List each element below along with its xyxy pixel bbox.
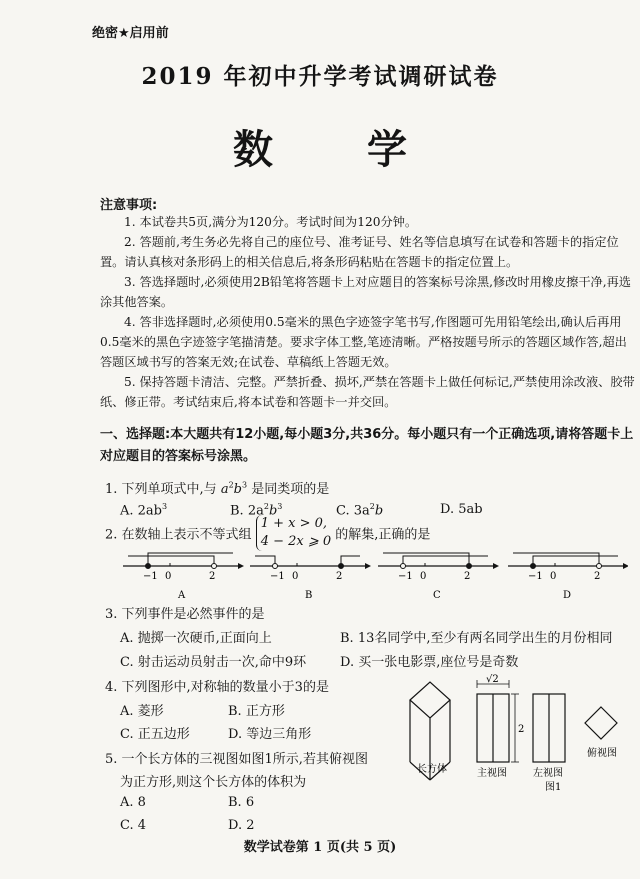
solution-ray (128, 556, 214, 566)
figure-caption: 图1 (545, 782, 562, 792)
question-1-option-d: D. 5ab (440, 502, 483, 517)
question-5-option-b: B. 6 (228, 795, 255, 810)
number-line-arrow (365, 563, 371, 569)
front-view-label: 主视图 (477, 768, 507, 779)
question-4-option-b: B. 正方形 (228, 704, 285, 719)
question-1-option-c: C. $3a^2b$ (336, 502, 384, 519)
question-1-option-b: B. $2a^2b^3$ (230, 502, 283, 519)
question-4-option-d: D. 等边三角形 (228, 727, 312, 742)
section-1-heading: 一、选择题:本大题共有12小题,每小题3分,共36分。每小题只有一个正确选项,请将答题卡上对应题目的答案标号涂黑。 (100, 427, 634, 464)
tick-label: 0 (550, 571, 557, 582)
tick-label: −1 (270, 571, 285, 582)
tick-label: 0 (420, 571, 427, 582)
cuboid-label: 长方体 (417, 764, 447, 775)
three-views-figure (405, 672, 635, 792)
question-2-stem: 2. 在数轴上表示不等式组 1 + x > 0, 4 − 2x ⩾ 0 的解集,正确的是 (105, 516, 431, 549)
tick-label: 2 (464, 571, 471, 582)
confidential-mark: 绝密★启用前 (92, 26, 169, 41)
dimension-width-label: √2 (486, 674, 499, 685)
note-item-1: 1. 本试卷共5页,满分为120分。考试时间为120分钟。 (124, 215, 418, 229)
page-footer: 数学试卷第 1 页(共 5 页) (243, 840, 397, 855)
option-label: C (433, 590, 441, 601)
note-item-3: 3. 答选择题时,必须使用2B铅笔将答题卡上对应题目的答案标号涂黑,修改时用橡皮擦干净,再选涂其他答案。 (100, 275, 631, 309)
endpoint-dot (467, 564, 472, 569)
solution-ray (513, 553, 599, 566)
number-line-options (118, 546, 628, 606)
tick-label: 0 (292, 571, 299, 582)
number-line-arrow (493, 563, 499, 569)
note-item-4: 4. 答非选择题时,必须使用0.5毫米的黑色字迹签字笔书写,作图题可先用铅笔绘出,确认后再用0.5毫米的黑色字迹签字笔描清楚。要求字体工整,笔迹清晰。严格按题号所示的答题区域作答,超出答题区域书写的答案无效;在试卷、草稿纸上答题无效。 (100, 315, 627, 369)
endpoint-dot (212, 564, 217, 569)
question-5-stem-line-1: 5. 一个长方体的三视图如图1所示,若其俯视图 (105, 752, 368, 767)
question-3-option-d: D. 买一张电影票,座位号是奇数 (340, 655, 519, 670)
top-view-drawing (585, 707, 617, 739)
question-5-option-d: D. 2 (228, 818, 255, 833)
option-label: D (563, 590, 572, 601)
inequality-system: 1 + x > 0, 4 − 2x ⩾ 0 (256, 515, 331, 551)
question-4-option-c: C. 正五边形 (120, 727, 190, 742)
question-4-option-a: A. 菱形 (120, 704, 164, 719)
endpoint-dot (597, 564, 602, 569)
question-1-stem: 1. 下列单项式中,与 $a^2b^3$ 是同类项的是 (105, 480, 330, 497)
solution-ray (533, 556, 618, 566)
front-view-drawing (477, 680, 519, 762)
left-view-drawing (533, 694, 565, 762)
note-item-2: 2. 答题前,考生务必先将自己的座位号、准考证号、姓名等信息填写在试卷和答题卡的指定位置。请认真核对条形码上的相关信息后,将条形码粘贴在答题卡的指定位置上。 (100, 235, 619, 269)
number-line-figures (118, 546, 628, 606)
question-3-option-c: C. 射击运动员射击一次,命中9环 (120, 655, 307, 670)
solution-ray (403, 556, 488, 566)
question-5-stem-line-2: 为正方形,则这个长方体的体积为 (120, 775, 307, 790)
tick-label: −1 (398, 571, 413, 582)
question-3-stem: 3. 下列事件是必然事件的是 (105, 607, 265, 622)
tick-label: −1 (528, 571, 543, 582)
top-view-label: 俯视图 (587, 748, 617, 759)
note-item-5: 5. 保持答题卡清洁、完整。严禁折叠、损坏,严禁在答题卡上做任何标记,严禁使用涂改液、胶带纸、修正带。考试结束后,将本试卷和答题卡一并交回。 (100, 375, 635, 409)
number-line-arrow (623, 563, 628, 569)
option-label: A (178, 590, 186, 601)
option-label: B (305, 590, 313, 601)
question-3-option-b: B. 13名同学中,至少有两名同学出生的月份相同 (340, 631, 613, 646)
question-1-option-a: A. $2ab^3$ (120, 502, 168, 519)
notes-heading: 注意事项: (100, 198, 158, 213)
dimension-height-label: 2 (518, 724, 525, 735)
exam-title: 2019 年初中升学考试调研试卷 (141, 63, 499, 90)
question-5-option-a: A. 8 (120, 795, 146, 810)
question-5-option-c: C. 4 (120, 818, 147, 833)
solution-ray (383, 553, 469, 566)
solution-ray (255, 556, 275, 566)
endpoint-dot (401, 564, 406, 569)
subject-title: 数 学 (233, 126, 447, 173)
question-4-stem: 4. 下列图形中,对称轴的数量小于3的是 (105, 680, 329, 695)
tick-label: −1 (143, 571, 158, 582)
endpoint-dot (273, 564, 278, 569)
tick-label: 2 (594, 571, 601, 582)
solution-ray (341, 556, 360, 566)
tick-label: 2 (336, 571, 343, 582)
left-view-label: 左视图 (533, 768, 563, 779)
endpoint-dot (531, 564, 536, 569)
tick-label: 0 (165, 571, 172, 582)
number-line-arrow (238, 563, 244, 569)
tick-label: 2 (209, 571, 216, 582)
question-3-option-a: A. 抛掷一次硬币,正面向上 (120, 631, 272, 646)
endpoint-dot (339, 564, 344, 569)
solution-ray (148, 553, 233, 566)
endpoint-dot (146, 564, 151, 569)
figure-1 (405, 672, 635, 792)
